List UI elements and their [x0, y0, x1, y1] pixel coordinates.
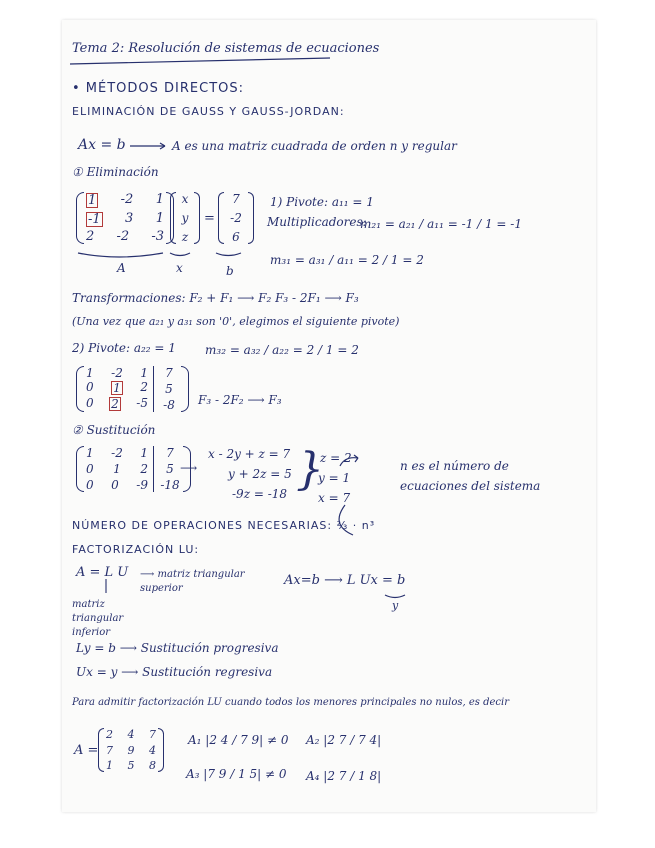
m2-rhs: -8: [163, 398, 175, 412]
a2-cell: 1: [106, 759, 113, 772]
m3-cell: 1: [140, 446, 148, 460]
equation-axb: Ax = b: [78, 137, 126, 153]
m3-cell: 0: [111, 478, 119, 492]
lu-condition: Para admitir factorización LU cuando todos los menores principales no nulos, es decir: [72, 697, 510, 708]
matrix-step2: [76, 366, 189, 412]
a2-cell: 8: [149, 759, 156, 772]
m2-cell-pivot: 1: [113, 381, 121, 395]
m3-cell: 0: [86, 478, 94, 492]
cell-a22: 3: [125, 210, 134, 226]
system-eq-1: x - 2y + z = 7: [208, 447, 291, 461]
cell-a23: 1: [155, 210, 164, 226]
l-description: matriz triangular inferior: [72, 599, 124, 638]
minor-A1: A₁ |2 4 / 7 9| ≠ 0: [188, 733, 289, 747]
multiplier-m21: m₂₁ = a₂₁ / a₁₁ = -1 / 1 = -1: [360, 217, 522, 231]
arrow-to-system: ⟶: [180, 461, 198, 475]
equation-uxy: Ux = y ⟶ Sustitución regresiva: [76, 665, 273, 679]
page-title: Tema 2: Resolución de sistemas de ecuaciones: [72, 41, 380, 56]
heading-gauss: ELIMINACIÓN DE GAUSS Y GAUSS-JORDAN:: [72, 105, 345, 118]
label-x: x: [176, 261, 183, 275]
vec-x-0: x: [181, 192, 189, 206]
a2-cell: 7: [106, 743, 113, 757]
vector-b: [218, 192, 254, 244]
pivot-1: 1) Pivote: a₁₁ = 1: [270, 195, 374, 209]
multiplier-m31: m₃₁ = a₃₁ / a₁₁ = 2 / 1 = 2: [270, 253, 424, 267]
vec-x-1: y: [181, 211, 189, 225]
solution-y: y = 1: [318, 471, 351, 485]
a2-cell: 2: [106, 728, 113, 741]
equals-sign: =: [204, 211, 215, 226]
pivot-note: (Una vez que a₂₁ y a₃₁ son '0', elegimos el siguiente pivote): [72, 315, 400, 328]
axb-description: A es una matriz cuadrada de orden n y regular: [172, 139, 457, 153]
vector-x: [170, 192, 200, 244]
m2-cell: 2: [140, 380, 148, 394]
vec-b-0: 7: [232, 192, 240, 206]
m2-cell: 0: [86, 396, 94, 410]
vec-b-2: 6: [232, 230, 240, 244]
cell-a21: -1: [88, 211, 101, 227]
pivot-2: 2) Pivote: a₂₂ = 1: [72, 341, 176, 355]
a2-cell: 9: [127, 743, 135, 757]
heading-lu: FACTORIZACIÓN LU:: [72, 543, 200, 556]
m3-cell: 0: [86, 462, 94, 476]
m2-cell: -5: [136, 396, 148, 410]
vec-x-2: z: [181, 230, 189, 244]
label-b: b: [226, 264, 234, 278]
cell-a13: 1: [155, 192, 164, 207]
system-eq-3: -9z = -18: [232, 487, 288, 501]
m3-rhs: 5: [166, 462, 174, 476]
u-description: ⟶ matriz triangular superior: [140, 569, 245, 594]
m2-rhs: 7: [165, 366, 173, 380]
system-brace: }: [296, 444, 324, 495]
m2-cell: 0: [86, 380, 94, 394]
a2-cell: 7: [149, 728, 156, 741]
label-A-eq: A =: [74, 743, 99, 758]
a2-cell: 5: [127, 759, 135, 772]
multipliers-label: Multiplicadores:: [267, 215, 367, 229]
cell-a31: 2: [86, 229, 95, 244]
m2-cell: 1: [140, 366, 148, 380]
m2-cell: -2: [111, 366, 123, 380]
transformation-2: F₃ - 2F₂ ⟶ F₃: [198, 393, 282, 407]
vec-b-1: -2: [230, 211, 242, 225]
a2-cell: 4: [149, 743, 156, 757]
n-note: n es el número de ecuaciones del sistema: [400, 459, 541, 493]
minor-A3: A₃ |7 9 / 1 5| ≠ 0: [186, 767, 287, 781]
m3-cell: -9: [136, 478, 148, 492]
equation-lux: Ax=b ⟶ L Ux = b: [284, 573, 406, 588]
equation-alu: A = L U: [76, 565, 129, 580]
m3-rhs: 7: [166, 446, 174, 460]
m3-cell: 2: [140, 462, 148, 476]
matrix-step3: [76, 446, 191, 492]
m3-cell: -2: [111, 446, 123, 460]
cell-a32: -2: [116, 229, 130, 244]
heading-methods: • MÉTODOS DIRECTOS:: [72, 81, 245, 96]
label-A: A: [117, 261, 126, 275]
system-eq-2: y + 2z = 5: [228, 467, 292, 481]
step-substitution: ② Sustitución: [72, 423, 156, 437]
transformations-1: Transformaciones: F₂ + F₁ ⟶ F₂ F₃ - 2F₁ ⟶ F₃: [72, 291, 359, 305]
m3-cell: 1: [113, 462, 121, 476]
a2-cell: 4: [127, 728, 135, 741]
m2-rhs: 5: [165, 382, 173, 396]
solution-z: z = 2: [320, 451, 352, 465]
cell-a11: 1: [88, 193, 97, 208]
equation-lyb: Ly = b ⟶ Sustitución progresiva: [76, 641, 279, 655]
label-y: y: [392, 599, 399, 612]
cell-a12: -2: [120, 192, 134, 207]
m2-cell-boxed: 2: [111, 397, 119, 411]
m2-cell: 1: [86, 366, 94, 380]
multiplier-m32: m₃₂ = a₃₂ / a₂₂ = 2 / 1 = 2: [205, 343, 359, 357]
minor-A4: A₄ |2 7 / 1 8|: [306, 769, 382, 783]
matrix-A: [76, 192, 174, 244]
minor-A2: A₂ |2 7 / 7 4|: [306, 733, 382, 747]
solution-x: x = 7: [318, 491, 351, 505]
m3-cell: 1: [86, 446, 94, 460]
cell-a33: -3: [151, 229, 164, 244]
matrix-A2: [98, 728, 164, 772]
step-elimination: ① Eliminación: [72, 165, 159, 179]
m3-rhs: -18: [160, 478, 180, 492]
operations-count: NÚMERO DE OPERACIONES NECESARIAS: ⅔ · n³: [72, 519, 376, 532]
